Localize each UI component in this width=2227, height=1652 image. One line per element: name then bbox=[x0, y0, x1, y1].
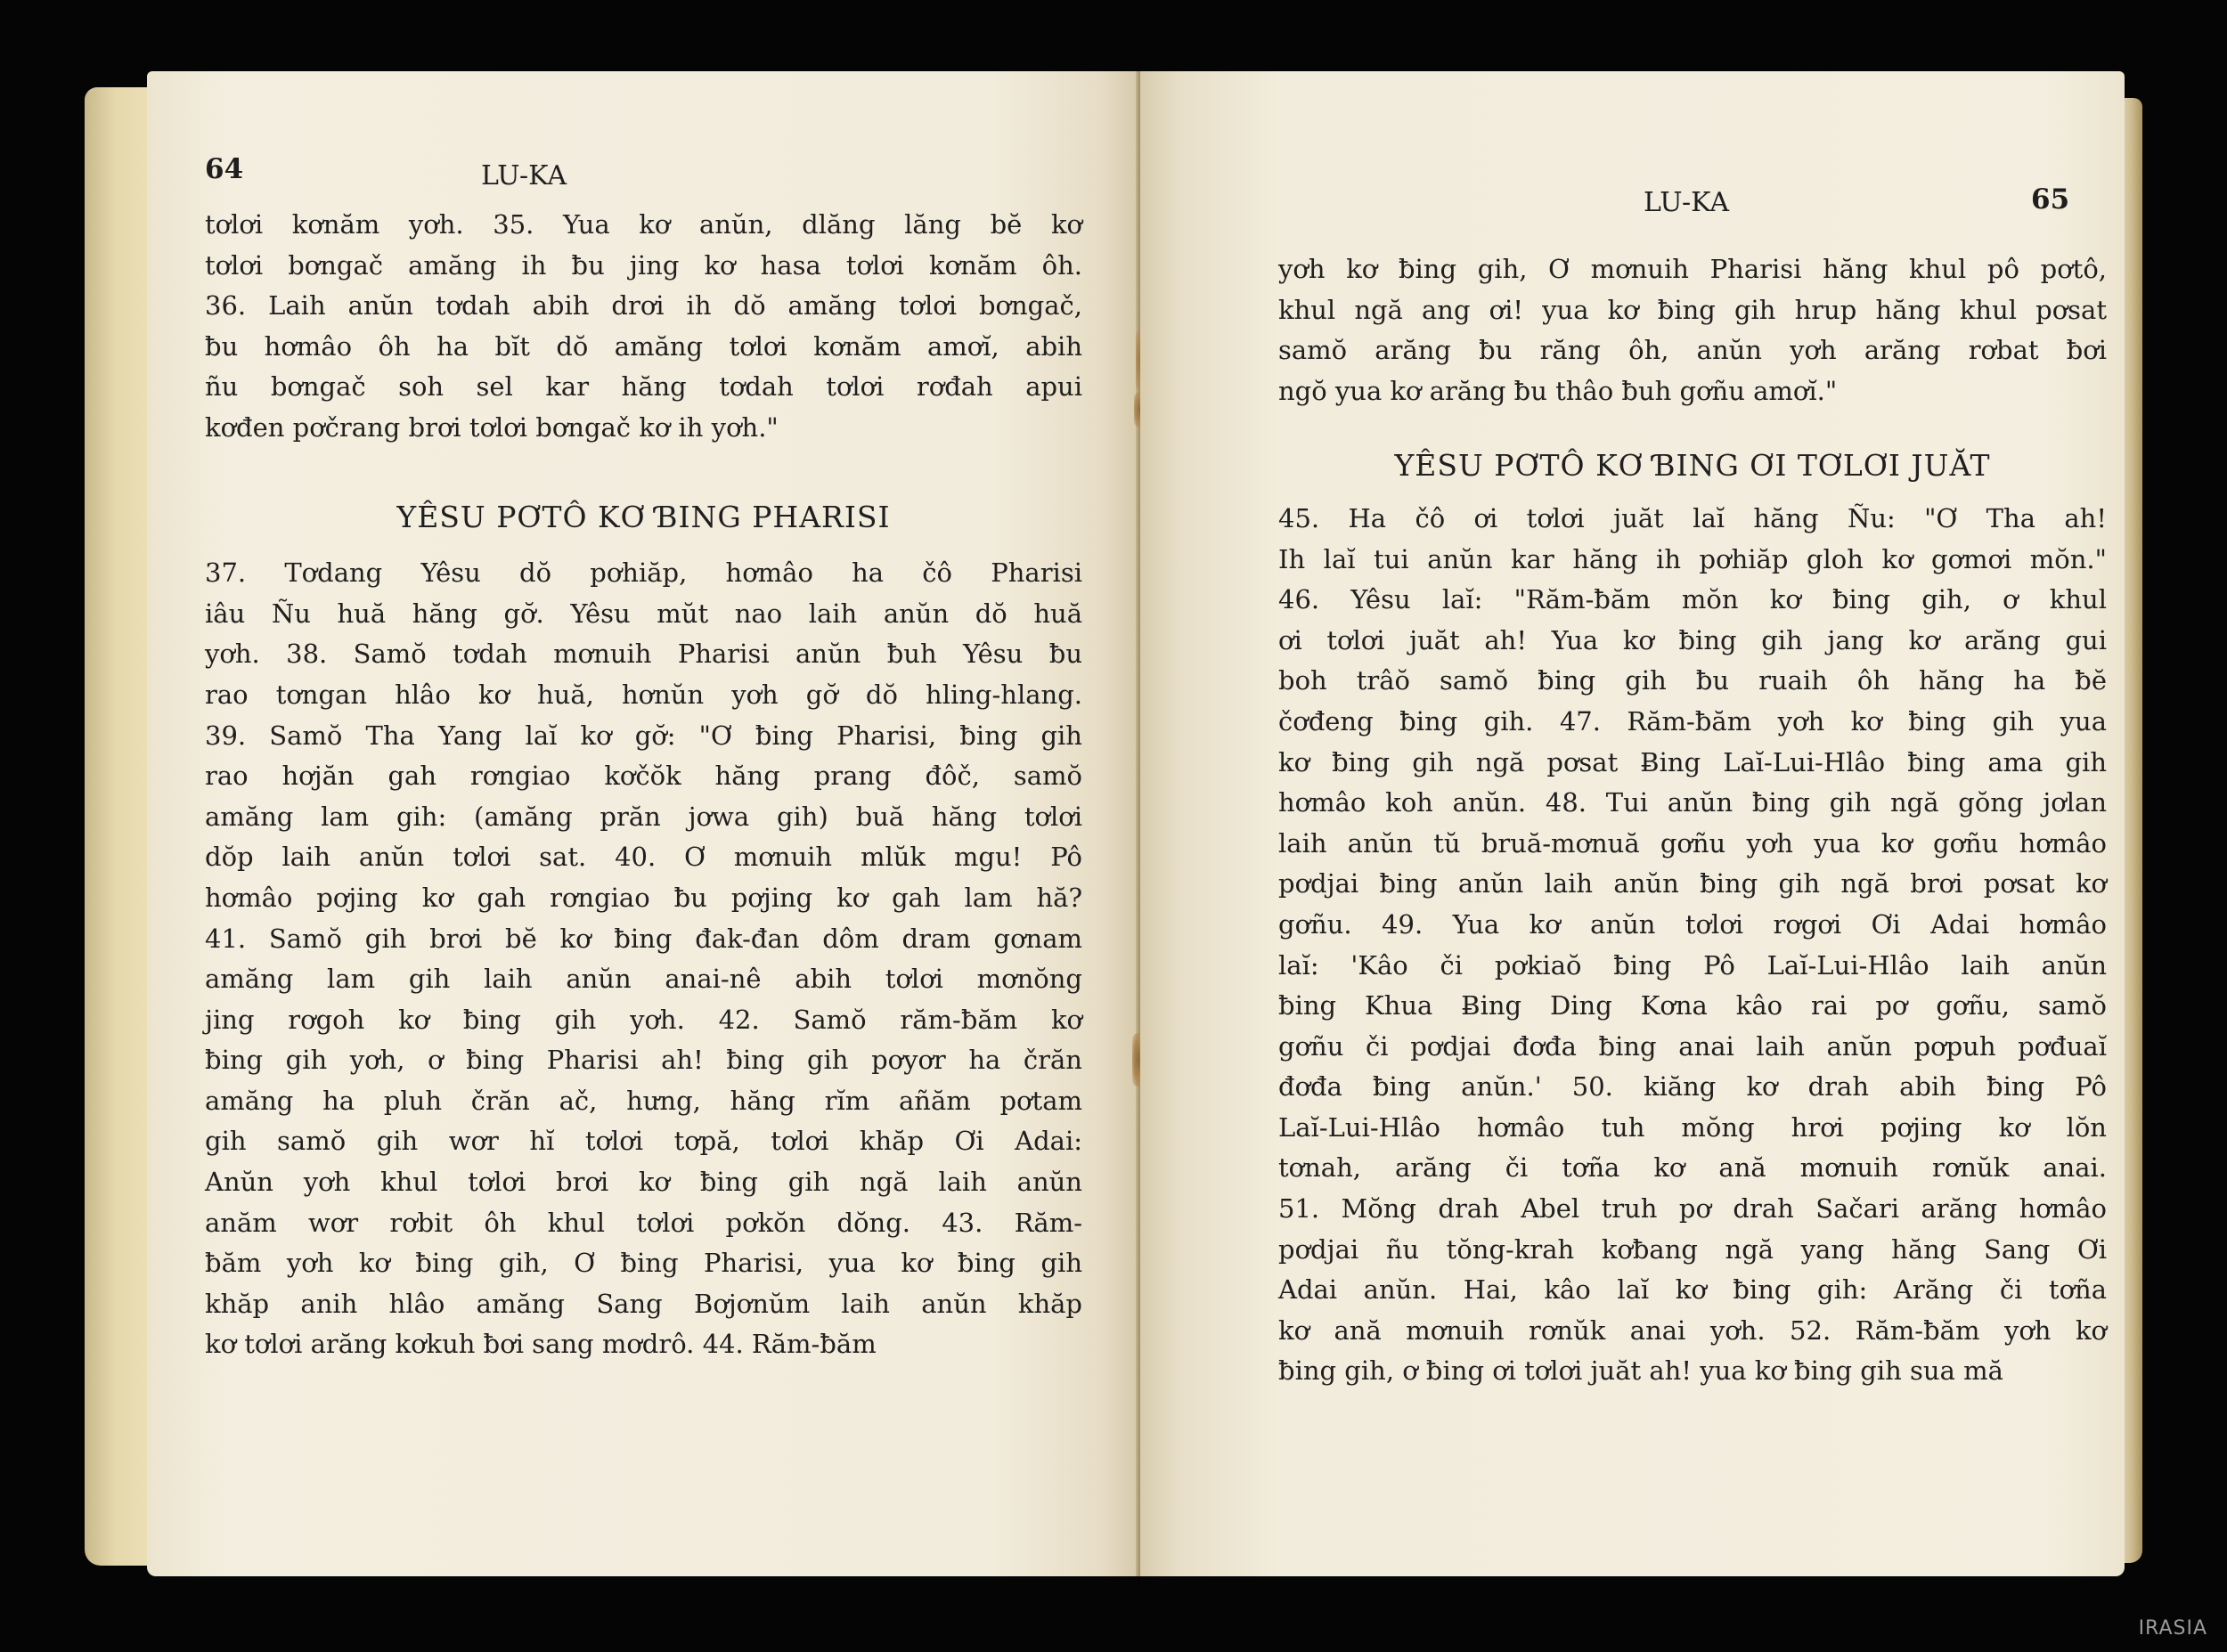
text-line: amăng lam gih: (amăng prăn jơwa gih) buă hăng tơlơi bbox=[205, 801, 1082, 832]
text-line: tơnah, arăng či tơña kơ ană mơnuih rơnŭk anai. bbox=[1278, 1152, 2107, 1184]
text-line: ƀing gih yơh, ơ ƀing Pharisi ah! ƀing gih pơyơr ha črăn bbox=[205, 1045, 1082, 1076]
text-line: hơmâo pơjing kơ gah rơngiao ƀu pơjing kơ gah lam hă? bbox=[205, 882, 1082, 913]
section-heading: YÊSU PƠTÔ KƠ ƁING PHARISI bbox=[396, 499, 891, 534]
text-line: ƀăm yơh kơ ƀing gih, Ơ ƀing Pharisi, yua kơ ƀing gih bbox=[205, 1248, 1082, 1279]
right-page-number bbox=[2031, 183, 2069, 216]
text-line: iâu Ñu huă hăng gơ̆. Yêsu mŭt nao laih anŭn dŏ huă bbox=[205, 598, 1082, 629]
text-line: yơh. 38. Samŏ tơdah mơnuih Pharisi anŭn ƀuh Yêsu ƀu bbox=[205, 639, 1082, 670]
text-line: pơdjai ƀing anŭn laih anŭn ƀing gih ngă brơi pơsat kơ bbox=[1278, 868, 2107, 899]
text-line: khăp anih hlâo amăng Sang Bơjơnŭm laih anŭn khăp bbox=[205, 1288, 1082, 1319]
text-line: dŏp laih anŭn tơlơi sat. 40. Ơ mơnuih mlŭk mgu! Pô bbox=[205, 842, 1082, 873]
text-line: laĭ: 'Kâo či pơkiaŏ ƀing Pô Laĭ-Lui-Hlâo laih anŭn bbox=[1278, 949, 2107, 981]
text-line: jing rơgoh kơ ƀing gih yơh. 42. Samŏ răm-ƀăm kơ bbox=[205, 1004, 1082, 1035]
text-line: 36. Laih anŭn tơdah abih drơi ih dŏ amăng tơlơi bơngač, bbox=[205, 290, 1082, 321]
section-heading: YÊSU PƠTÔ KƠ ƁING ƠI TƠLƠI JUĂT bbox=[1394, 448, 1991, 484]
text-line: ƀing gih, ơ ƀing ơi tơlơi juăt ah! yua kơ ƀing gih sua mă bbox=[1278, 1355, 2003, 1387]
left-running-head: LU-KA bbox=[481, 160, 567, 191]
text-line: ñu bơngač soh sel kar hăng tơdah tơlơi rơđah apui bbox=[205, 371, 1082, 403]
text-line: 37. Tơdang Yêsu dŏ pơhiăp, hơmâo ha čô Pharisi bbox=[205, 557, 1082, 589]
text-line: rao tơngan hlâo kơ huă, hơnŭn yơh gơ̆ dŏ hling-hlang. bbox=[205, 679, 1082, 710]
text-line: ƀing Khua Ƀing Ding Kơna kâo rai pơ gơñu, samŏ bbox=[1278, 990, 2107, 1021]
text-line: Anŭn yơh khul tơlơi brơi kơ ƀing gih ngă laih anŭn bbox=[205, 1167, 1082, 1198]
text-line: hơmâo koh anŭn. 48. Tui anŭn ƀing gih ngă gŏng jơlan bbox=[1278, 787, 2107, 818]
text-line: samŏ arăng ƀu răng ôh, anŭn yơh arăng rơbat ƀơi bbox=[1278, 335, 2107, 366]
text-line: ngŏ yua kơ arăng ƀu thâo ƀuh gơñu amơĭ." bbox=[1278, 375, 1838, 406]
text-line: kơđen pơčrang brơi tơlơi bơngač kơ ih yơh." bbox=[205, 411, 779, 443]
text-line: rao hơjăn gah rơngiao kơčŏk hăng prang đôč, samŏ bbox=[205, 761, 1082, 792]
watermark: IRASIA bbox=[2138, 1617, 2207, 1640]
text-line: gơñu. 49. Yua kơ anŭn tơlơi rơgơi Ơi Adai hơmâo bbox=[1278, 908, 2107, 940]
text-line: yơh kơ ƀing gih, Ơ mơnuih Pharisi hăng khul pô pơtô, bbox=[1278, 254, 2107, 284]
text-line: khul ngă ang ơi! yua kơ ƀing gih hrup hăng khul pơsat bbox=[1278, 294, 2107, 325]
text-line: tơlơi kơnăm yơh. 35. Yua kơ anŭn, dlăng lăng bĕ kơ bbox=[205, 209, 1082, 240]
right-running-head: LU-KA bbox=[1644, 187, 1730, 218]
left-paragraph-top bbox=[205, 205, 1082, 449]
right-text-block bbox=[1278, 249, 2107, 1392]
text-line: Adai anŭn. Hai, kâo laĭ kơ ƀing gih: Arăng či tơña bbox=[1278, 1274, 2107, 1306]
text-line: ơi tơlơi juăt ah! Yua kơ ƀing gih jang kơ arăng gui bbox=[1278, 624, 2107, 655]
left-page bbox=[147, 71, 1140, 1576]
text-line: čơđeng ƀing gih. 47. Răm-ƀăm yơh kơ ƀing gih yua bbox=[1278, 705, 2107, 736]
text-line: 39. Samŏ Tha Yang laĭ kơ gơ̆: "Ơ ƀing Pharisi, ƀing gih bbox=[205, 720, 1082, 751]
text-line: tơlơi bơngač amăng ih ƀu jing kơ hasa tơlơi kơnăm ôh. bbox=[205, 249, 1082, 281]
text-line: kơ ană mơnuih rơnŭk anai yơh. 52. Răm-ƀăm yơh kơ bbox=[1278, 1314, 2107, 1346]
text-line: 45. Ha čô ơi tơlơi juăt laĭ hăng Ñu: "Ơ Tha ah! bbox=[1278, 502, 2107, 533]
right-paragraph-bottom bbox=[1278, 499, 2107, 1392]
text-line: Laĭ-Lui-Hlâo hơmâo tuh mŏng hrơi pơjing kơ lŏn bbox=[1278, 1111, 2107, 1143]
text-line: amăng lam gih laih anŭn anai-nê abih tơlơi mơnŏng bbox=[205, 964, 1082, 995]
left-text-block bbox=[205, 205, 1082, 1365]
text-line: Ih laĭ tui anŭn kar hăng ih pơhiăp gloh kơ gơmơi mŏn." bbox=[1278, 543, 2107, 574]
text-line: kơ ƀing gih ngă pơsat Ƀing Laĭ-Lui-Hlâo ƀing ama gih bbox=[1278, 746, 2107, 777]
text-line: đơđa ƀing anŭn.' 50. kiăng kơ drah abih ƀing Pô bbox=[1278, 1071, 2107, 1103]
left-page-number bbox=[205, 153, 243, 185]
open-book bbox=[85, 71, 2142, 1576]
text-line: pơdjai ñu tŏng-krah kơƀang ngă yang hăng Sang Ơi bbox=[1278, 1233, 2107, 1265]
text-line: amăng ha pluh črăn ač, hưng, hăng rĭm añăm pơtam bbox=[205, 1085, 1082, 1116]
page-number: 64 bbox=[205, 153, 244, 185]
page-number: 65 bbox=[2031, 183, 2070, 216]
text-line: boh trâŏ samŏ ƀing gih ƀu ruaih ôh hăng ha ƀĕ bbox=[1278, 665, 2107, 696]
text-line: 51. Mŏng drah Abel truh pơ drah Sačari arăng hơmâo bbox=[1278, 1193, 2107, 1225]
text-line: gih samŏ gih wơr hĭ tơlơi tơpă, tơlơi khăp Ơi Adai: bbox=[205, 1126, 1082, 1157]
text-line: laih anŭn tŭ bruă-mơnuă gơñu yơh yua kơ gơñu hơmâo bbox=[1278, 827, 2107, 859]
right-page bbox=[1140, 71, 2125, 1576]
right-paragraph-top bbox=[1278, 249, 2107, 411]
text-line: ƀu hơmâo ôh ha bĭt dŏ amăng tơlơi kơnăm amơĭ, abih bbox=[205, 330, 1082, 362]
text-line: 46. Yêsu laĭ: "Răm-ƀăm mŏn kơ ƀing gih, ơ khul bbox=[1278, 584, 2107, 615]
left-paragraph-bottom bbox=[205, 553, 1082, 1365]
text-line: gơñu či pơdjai đơđa ƀing anai laih anŭn pơpuh pơđuaĭ bbox=[1278, 1030, 2107, 1062]
text-line: 41. Samŏ gih brơi bĕ kơ ƀing đak-đan dôm dram gơnam bbox=[205, 923, 1082, 954]
text-line: kơ tơlơi arăng kơkuh ƀơi sang mơdrô. 44. Răm-ƀăm bbox=[205, 1329, 877, 1360]
text-line: anăm wơr rơbit ôh khul tơlơi pơkŏn dŏng. 43. Răm- bbox=[205, 1207, 1082, 1238]
